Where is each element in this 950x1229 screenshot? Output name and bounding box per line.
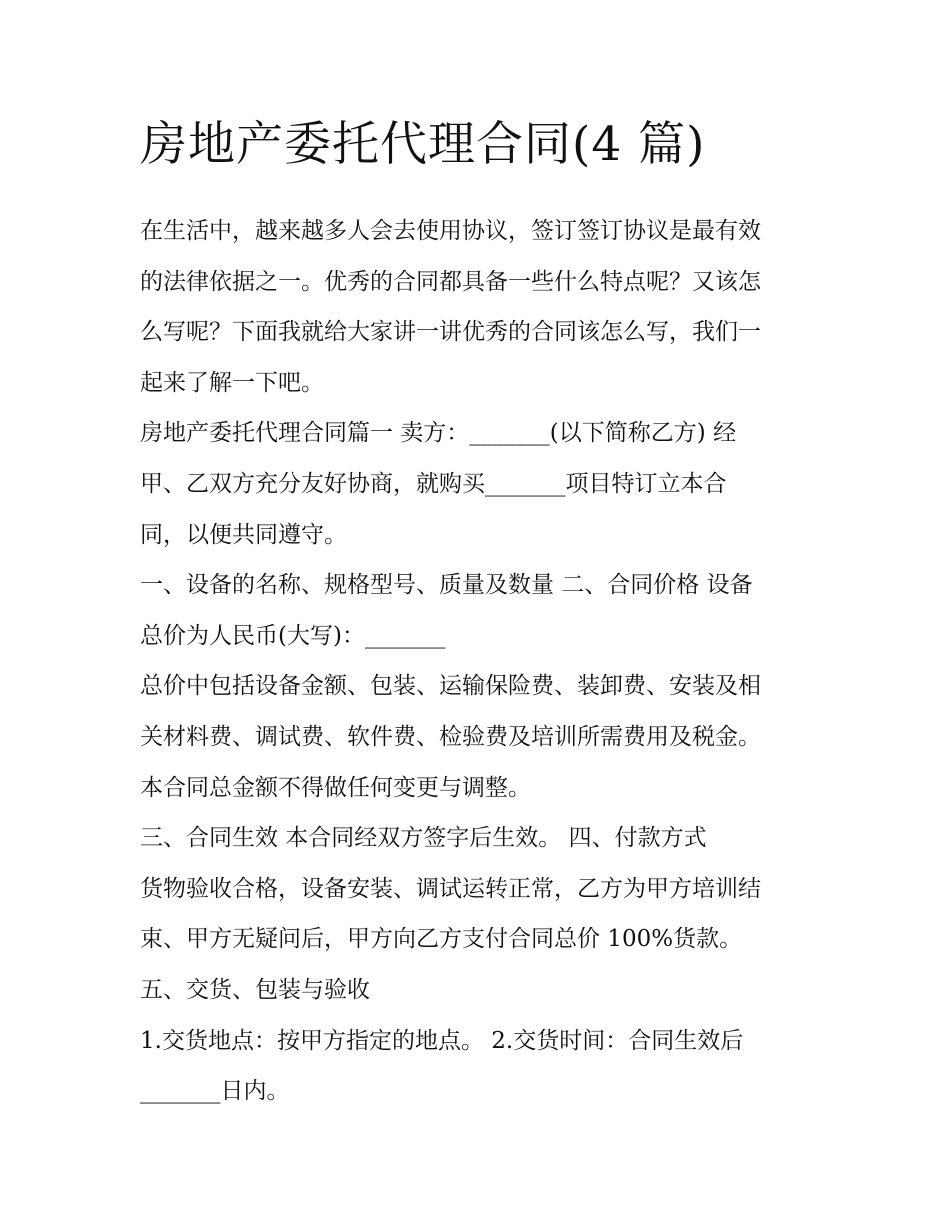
text-line: 房地产委托代理合同篇一 卖方：_______(以下简称乙方) 经 bbox=[140, 420, 737, 447]
text-line: 起来了解一下吧。 bbox=[140, 369, 324, 396]
text-line: 关材料费、调试费、软件费、检验费及培训所需费用及税金。 bbox=[140, 723, 761, 750]
text-line: _______日内。 bbox=[140, 1078, 290, 1105]
text-line: 束、甲方无疑问后，甲方向乙方支付合同总价 100%货款。 bbox=[140, 926, 743, 953]
text-line: 三、合同生效 本合同经双方签字后生效。 四、付款方式 bbox=[140, 825, 707, 852]
contract-opening-paragraph bbox=[140, 408, 820, 560]
document-body bbox=[140, 206, 820, 1117]
text-line: 同，以便共同遵守。 bbox=[140, 521, 347, 548]
text-line: 货物验收合格，设备安装、调试运转正常，乙方为甲方培训结 bbox=[140, 875, 761, 902]
text-line: 一、设备的名称、规格型号、质量及数量 二、合同价格 设备 bbox=[140, 572, 753, 599]
intro-paragraph bbox=[140, 206, 820, 408]
total-price-paragraph bbox=[140, 661, 820, 813]
payment-paragraph bbox=[140, 864, 820, 965]
text-line: 甲、乙双方充分友好协商，就购买_______项目特订立本合 bbox=[140, 470, 727, 497]
text-line: 本合同总金额不得做任何变更与调整。 bbox=[140, 774, 531, 801]
text-line: 五、交货、包装与验收 bbox=[140, 976, 370, 1003]
effect-payment-heading bbox=[140, 813, 820, 864]
text-line: 的法律依据之一。优秀的合同都具备一些什么特点呢？又该怎 bbox=[140, 268, 761, 295]
text-line: 么写呢？下面我就给大家讲一讲优秀的合同该怎么写，我们一 bbox=[140, 319, 761, 346]
document-page bbox=[140, 112, 820, 1117]
delivery-heading bbox=[140, 965, 820, 1016]
text-line: 总价中包括设备金额、包装、运输保险费、装卸费、安装及相 bbox=[140, 673, 761, 700]
document-title: 房地产委托代理合同(4 篇) bbox=[140, 117, 706, 172]
text-line: 1.交货地点：按甲方指定的地点。 2.交货时间：合同生效后 bbox=[140, 1027, 744, 1054]
delivery-paragraph bbox=[140, 1016, 820, 1117]
equipment-price-paragraph bbox=[140, 560, 820, 661]
text-line: 总价为人民币(大写)：_______ bbox=[140, 622, 446, 649]
text-line: 在生活中，越来越多人会去使用协议，签订签订协议是最有效 bbox=[140, 218, 761, 244]
